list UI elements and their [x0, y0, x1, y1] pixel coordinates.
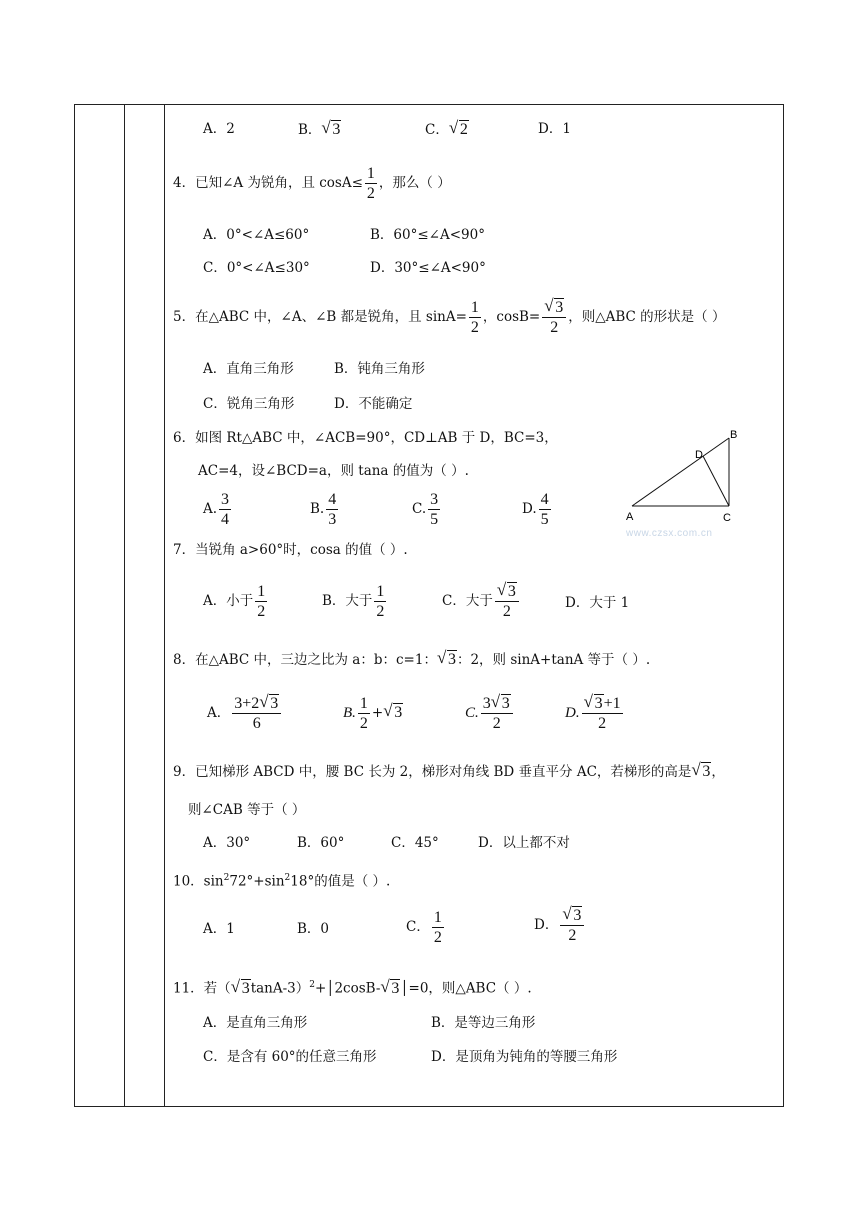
q6-option-b: B. $\frac{4}{3}$	[310, 491, 337, 528]
watermark: www.czsx.com.cn	[626, 528, 713, 539]
q10-option-d: D． √ $\frac{3}{2}$	[534, 906, 586, 945]
q9-stem: 9．已知梯形 ABCD 中，腰 BC 长为 2，梯形对角线 BD 垂直平分 AC，若梯形的高是√ 3，	[173, 763, 725, 781]
q11-option-d: D．是顶角为钝角的等腰三角形	[431, 1049, 618, 1065]
q3-option-a: A．2	[203, 121, 235, 137]
label-b: B	[730, 429, 738, 441]
triangle-figure	[622, 426, 752, 526]
q6-option-d: D. $\frac{4}{5}$	[522, 491, 549, 528]
q7-option-d: D．大于 1	[565, 595, 630, 611]
q9-line2: 则∠CAB 等于（ ）	[188, 802, 306, 818]
q10-option-c: C． $\frac{1}{2}$	[406, 909, 442, 946]
q4-option-c: C．0°<∠A≤30°	[203, 260, 310, 276]
q5-option-b: B．钝角三角形	[334, 361, 425, 377]
q9-option-b: B．60°	[297, 835, 345, 851]
q10-stem: 10．$\sin^272^\circ+\sin^218^\circ$的值是（ ）.	[173, 873, 391, 890]
q9-option-d: D．以上都不对	[478, 835, 570, 851]
label-c: C	[723, 512, 731, 524]
q11-option-a: A．是直角三角形	[203, 1015, 308, 1031]
q5-stem: 5．在△ABC 中，∠A、∠B 都是锐角，且 sinA= $\frac{1}{2}$ ，cosB= √ $\frac{3}{2}$ ，则△ABC 的形状是（ ）	[173, 298, 725, 337]
q8-option-a: A． $\frac{3+2√ 3}{6}$	[207, 694, 283, 733]
q6-line2: AC=4，设∠BCD=a，则 tana 的值为（ ）.	[198, 463, 469, 479]
q3-option-c: C．√ 2	[425, 121, 469, 139]
q11-option-c: C．是含有 60°的任意三角形	[203, 1049, 377, 1065]
q5-option-a: A．直角三角形	[203, 361, 294, 377]
q11-option-b: B．是等边三角形	[431, 1015, 536, 1031]
q8-stem: 8．在△ABC 中，三边之比为 a：b：c=1：√ 3：2，则 sinA+tanA 等于（ ）.	[173, 651, 650, 669]
q11-stem: 11．若（√ 3tanA-3）$^2$+│2cosB-√ 3│=0，则△ABC（ ）.	[173, 977, 532, 998]
q4-option-b: B．60°≤∠A<90°	[370, 227, 485, 243]
q8-option-c: C. $\frac{3√ 3}{2}$	[465, 694, 515, 733]
q10-option-a: A．1	[203, 921, 235, 937]
q4-option-a: A．0°<∠A≤60°	[203, 227, 310, 243]
q6-line1: 6．如图 Rt△ABC 中，∠ACB=90°，CD⊥AB 于 D，BC=3，	[173, 430, 558, 446]
q3-option-d: D．1	[538, 121, 571, 137]
q7-option-a: A．小于 $\frac{1}{2}$	[203, 583, 266, 620]
q4-fraction: $\frac{1}{2}$	[366, 165, 375, 202]
q7-option-b: B．大于 $\frac{1}{2}$	[322, 583, 385, 620]
label-a: A	[626, 511, 634, 523]
q8-option-d: D. √ $\frac{3+1}{2}$	[565, 694, 625, 733]
segment-cd	[703, 456, 729, 506]
q4-stem: 4．已知∠A 为锐角，且 cosA≤ $\frac{1}{2}$ ，那么（ ）	[173, 165, 451, 202]
q10-option-b: B．0	[297, 921, 330, 937]
q6-option-c: C. $\frac{3}{5}$	[412, 491, 439, 528]
side-ab	[632, 438, 729, 506]
q6-option-a: A. $\frac{3}{4}$	[203, 491, 230, 528]
column-divider-2	[164, 104, 165, 1107]
q9-option-c: C．45°	[391, 835, 439, 851]
q8-option-b: B. $\frac{1}{2}$ +√ 3	[343, 694, 403, 733]
q4-option-d: D．30°≤∠A<90°	[370, 260, 486, 276]
q7-stem: 7．当锐角 a>60°时，cosa 的值（ ）.	[173, 542, 408, 558]
label-d: D	[695, 449, 703, 461]
table-frame	[74, 104, 784, 1107]
q7-option-c: C．大于 √ $\frac{3}{2}$	[442, 582, 521, 621]
q5-option-c: C．锐角三角形	[203, 396, 295, 412]
q9-option-a: A．30°	[203, 835, 251, 851]
q5-option-d: D．不能确定	[334, 396, 413, 412]
column-divider-1	[124, 104, 125, 1107]
q3-option-b: B．√ 3	[298, 121, 341, 139]
